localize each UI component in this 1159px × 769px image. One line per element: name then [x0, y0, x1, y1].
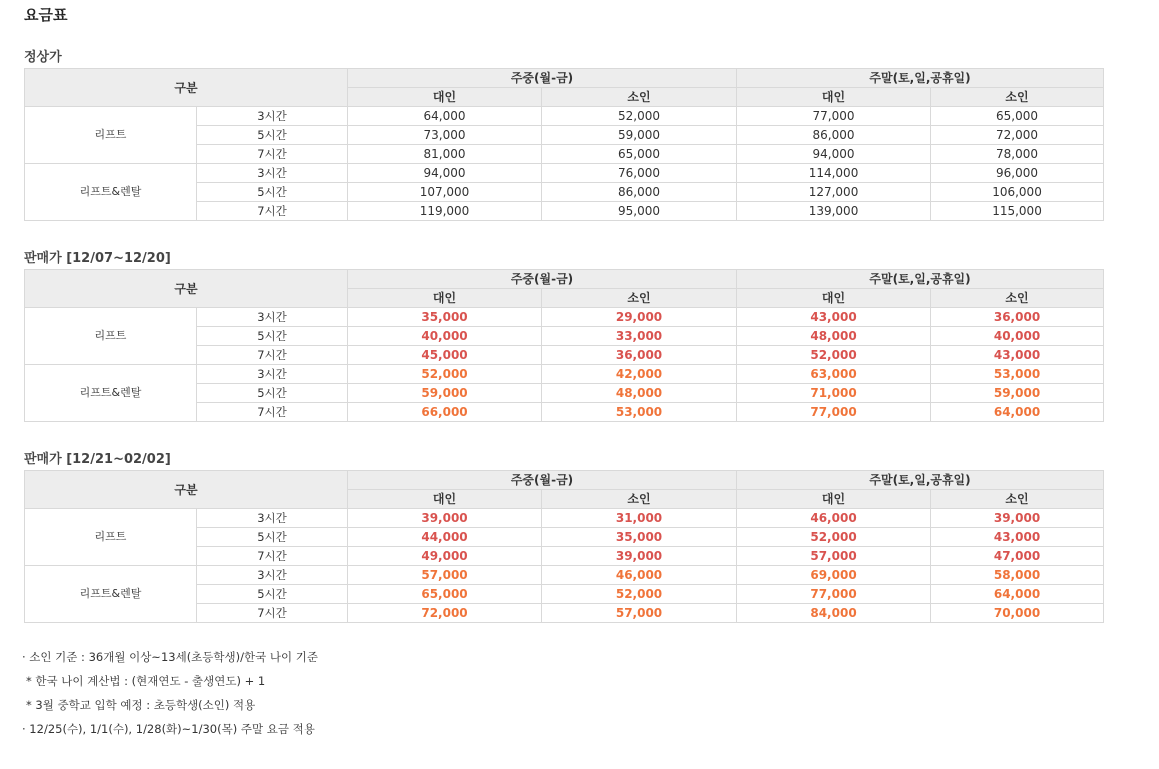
- duration-cell: 3시간: [197, 509, 348, 528]
- child-header: 소인: [931, 490, 1104, 509]
- category-header: 구분: [25, 471, 348, 509]
- price-cell: 78,000: [931, 145, 1104, 164]
- price-cell: 139,000: [737, 202, 931, 221]
- price-cell: 40,000: [348, 327, 542, 346]
- price-cell: 70,000: [931, 604, 1104, 623]
- price-cell: 57,000: [542, 604, 737, 623]
- price-cell: 52,000: [542, 585, 737, 604]
- price-table: [24, 470, 1104, 623]
- price-cell: 40,000: [931, 327, 1104, 346]
- product-group-label: 리프트&렌탈: [25, 365, 197, 422]
- price-cell: 49,000: [348, 547, 542, 566]
- price-cell: 43,000: [931, 528, 1104, 547]
- price-cell: 96,000: [931, 164, 1104, 183]
- price-cell: 73,000: [348, 126, 542, 145]
- duration-cell: 7시간: [197, 604, 348, 623]
- duration-cell: 3시간: [197, 566, 348, 585]
- price-cell: 63,000: [737, 365, 931, 384]
- duration-cell: 7시간: [197, 346, 348, 365]
- price-sections: [24, 49, 1159, 623]
- adult-header: 대인: [348, 88, 542, 107]
- weekday-header: 주중(월-금): [348, 471, 737, 490]
- weekday-header: 주중(월-금): [348, 270, 737, 289]
- duration-cell: 5시간: [197, 528, 348, 547]
- price-cell: 29,000: [542, 308, 737, 327]
- product-group-label: 리프트: [25, 308, 197, 365]
- price-cell: 52,000: [737, 528, 931, 547]
- duration-cell: 7시간: [197, 145, 348, 164]
- child-header: 소인: [542, 289, 737, 308]
- duration-cell: 5시간: [197, 183, 348, 202]
- price-cell: 115,000: [931, 202, 1104, 221]
- price-cell: 58,000: [931, 566, 1104, 585]
- price-cell: 94,000: [737, 145, 931, 164]
- price-cell: 59,000: [931, 384, 1104, 403]
- price-cell: 42,000: [542, 365, 737, 384]
- table-row: [25, 365, 1104, 384]
- duration-cell: 7시간: [197, 202, 348, 221]
- duration-cell: 3시간: [197, 308, 348, 327]
- price-cell: 65,000: [542, 145, 737, 164]
- price-cell: 114,000: [737, 164, 931, 183]
- price-table: [24, 269, 1104, 422]
- duration-cell: 3시간: [197, 365, 348, 384]
- note-child-criteria: · 소인 기준 : 36개월 이상~13세(초등학생)/한국 나이 기준: [22, 650, 318, 664]
- weekend-header: 주말(토,일,공휴일): [737, 270, 1104, 289]
- product-group-label: 리프트: [25, 107, 197, 164]
- table-row: [25, 107, 1104, 126]
- price-cell: 84,000: [737, 604, 931, 623]
- product-group-label: 리프트: [25, 509, 197, 566]
- price-cell: 64,000: [348, 107, 542, 126]
- price-cell: 81,000: [348, 145, 542, 164]
- category-header: 구분: [25, 270, 348, 308]
- duration-cell: 7시간: [197, 403, 348, 422]
- table-row: [25, 566, 1104, 585]
- price-cell: 39,000: [931, 509, 1104, 528]
- price-cell: 36,000: [931, 308, 1104, 327]
- price-cell: 57,000: [737, 547, 931, 566]
- price-cell: 66,000: [348, 403, 542, 422]
- child-header: 소인: [931, 88, 1104, 107]
- price-cell: 64,000: [931, 585, 1104, 604]
- price-cell: 57,000: [348, 566, 542, 585]
- duration-cell: 3시간: [197, 164, 348, 183]
- price-cell: 33,000: [542, 327, 737, 346]
- price-cell: 77,000: [737, 585, 931, 604]
- price-cell: 52,000: [737, 346, 931, 365]
- child-header: 소인: [542, 490, 737, 509]
- note-middle-school: * 3월 중학교 입학 예정 : 초등학생(소인) 적용: [26, 698, 256, 712]
- section-title: 정상가: [24, 50, 62, 65]
- price-cell: 31,000: [542, 509, 737, 528]
- adult-header: 대인: [737, 88, 931, 107]
- price-cell: 43,000: [737, 308, 931, 327]
- section-title: 판매가 [12/07~12/20]: [24, 251, 171, 266]
- price-cell: 36,000: [542, 346, 737, 365]
- price-cell: 39,000: [348, 509, 542, 528]
- weekday-header: 주중(월-금): [348, 69, 737, 88]
- price-table: [24, 68, 1104, 221]
- page-title: 요금표: [24, 6, 68, 24]
- price-cell: 46,000: [542, 566, 737, 585]
- price-cell: 119,000: [348, 202, 542, 221]
- price-cell: 127,000: [737, 183, 931, 202]
- price-cell: 65,000: [931, 107, 1104, 126]
- price-cell: 71,000: [737, 384, 931, 403]
- price-cell: 59,000: [348, 384, 542, 403]
- price-cell: 76,000: [542, 164, 737, 183]
- price-cell: 35,000: [348, 308, 542, 327]
- duration-cell: 5시간: [197, 327, 348, 346]
- weekend-header: 주말(토,일,공휴일): [737, 471, 1104, 490]
- table-row: [25, 164, 1104, 183]
- product-group-label: 리프트&렌탈: [25, 164, 197, 221]
- price-cell: 72,000: [348, 604, 542, 623]
- price-cell: 94,000: [348, 164, 542, 183]
- price-cell: 52,000: [542, 107, 737, 126]
- table-row: [25, 308, 1104, 327]
- price-cell: 53,000: [542, 403, 737, 422]
- price-cell: 86,000: [542, 183, 737, 202]
- child-header: 소인: [542, 88, 737, 107]
- duration-cell: 7시간: [197, 547, 348, 566]
- duration-cell: 3시간: [197, 107, 348, 126]
- price-cell: 39,000: [542, 547, 737, 566]
- note-weekend-rate-dates: · 12/25(수), 1/1(수), 1/28(화)~1/30(목) 주말 요금 적용: [22, 722, 315, 736]
- price-cell: 107,000: [348, 183, 542, 202]
- notes: [24, 645, 1159, 741]
- price-cell: 72,000: [931, 126, 1104, 145]
- note-age-calc: * 한국 나이 계산법 : (현재연도 - 출생연도) + 1: [26, 674, 266, 688]
- adult-header: 대인: [348, 289, 542, 308]
- price-cell: 48,000: [737, 327, 931, 346]
- price-cell: 77,000: [737, 107, 931, 126]
- price-cell: 86,000: [737, 126, 931, 145]
- price-cell: 46,000: [737, 509, 931, 528]
- price-cell: 65,000: [348, 585, 542, 604]
- duration-cell: 5시간: [197, 126, 348, 145]
- price-cell: 45,000: [348, 346, 542, 365]
- product-group-label: 리프트&렌탈: [25, 566, 197, 623]
- price-cell: 95,000: [542, 202, 737, 221]
- price-cell: 106,000: [931, 183, 1104, 202]
- price-cell: 44,000: [348, 528, 542, 547]
- price-cell: 35,000: [542, 528, 737, 547]
- price-cell: 43,000: [931, 346, 1104, 365]
- price-cell: 52,000: [348, 365, 542, 384]
- adult-header: 대인: [737, 490, 931, 509]
- price-cell: 77,000: [737, 403, 931, 422]
- price-cell: 47,000: [931, 547, 1104, 566]
- price-cell: 59,000: [542, 126, 737, 145]
- weekend-header: 주말(토,일,공휴일): [737, 69, 1104, 88]
- adult-header: 대인: [737, 289, 931, 308]
- price-cell: 48,000: [542, 384, 737, 403]
- adult-header: 대인: [348, 490, 542, 509]
- section-title: 판매가 [12/21~02/02]: [24, 452, 171, 467]
- child-header: 소인: [931, 289, 1104, 308]
- category-header: 구분: [25, 69, 348, 107]
- price-cell: 64,000: [931, 403, 1104, 422]
- price-cell: 53,000: [931, 365, 1104, 384]
- duration-cell: 5시간: [197, 384, 348, 403]
- table-row: [25, 509, 1104, 528]
- duration-cell: 5시간: [197, 585, 348, 604]
- price-cell: 69,000: [737, 566, 931, 585]
